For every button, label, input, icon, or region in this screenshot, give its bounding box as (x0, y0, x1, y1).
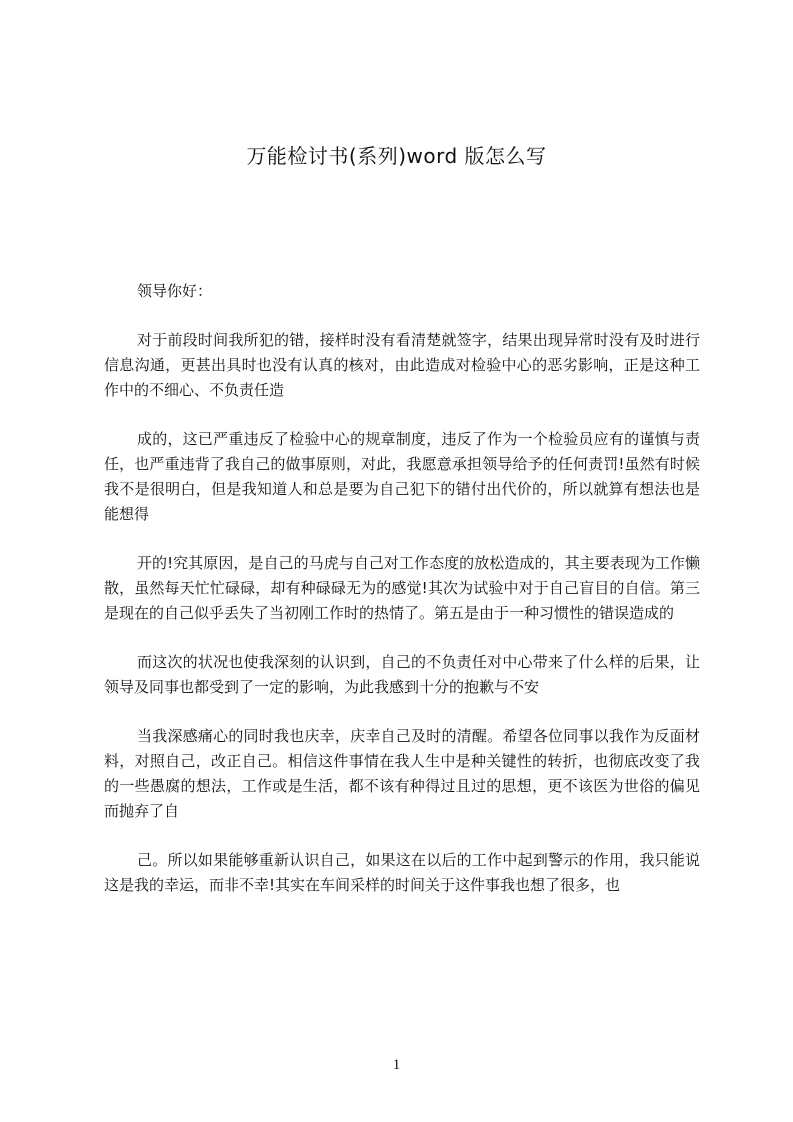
paragraph-5: 当我深感痛心的同时我也庆幸，庆幸自己及时的清醒。希望各位同事以我作为反面材料，对照自己，改正自己。相信这件事情在我人生中是种关键性的转折，也彻底改变了我的一些愚腐的想法，工作或是生活，都不该有种得过且过的思想，更不该医为世俗的偏见而抛弃了自 (104, 727, 700, 820)
paragraph-6: 己。所以如果能够重新认识自己，如果这在以后的工作中起到警示的作用，我只能说这是我的幸运，而非不幸!其实在车间采样的时间关于这件事我也想了很多，也 (104, 851, 700, 894)
page-number: 1 (392, 1057, 401, 1073)
paragraph-4: 而这次的状况也使我深刻的认识到，自己的不负责任对中心带来了什么样的后果，让领导及同事也都受到了一定的影响，为此我感到十分的抱歉与不安 (104, 653, 700, 696)
document-body (104, 279, 700, 922)
paragraph-2: 成的，这已严重违反了检验中心的规章制度，违反了作为一个检验员应有的谨慎与责任，也严重违背了我自己的做事原则，对此，我愿意承担领导给予的任何责罚!虽然有时候我不是很明白，但是我知道人和总是要为自己犯下的错付出代价的，所以就算有想法也是能想得 (104, 430, 700, 523)
paragraph-3: 开的!究其原因，是自己的马虎与自己对工作态度的放松造成的，其主要表现为工作懒散，虽然每天忙忙碌碌，却有种碌碌无为的感觉!其次为试验中对于自己盲目的自信。第三是现在的自己似乎丢失了当初刚工作时的热情了。第五是由于一种习惯性的错误造成的 (104, 554, 700, 622)
salutation: 领导你好： (137, 282, 213, 300)
paragraph-1: 对于前段时间我所犯的错，接样时没有看清楚就签字，结果出现异常时没有及时进行信息沟通，更甚出具时也没有认真的核对，由此造成对检验中心的恶劣影响，正是这种工作中的不细心、不负责任造 (104, 331, 700, 399)
document-title: 万能检讨书(系列)word 版怎么写 (246, 144, 547, 168)
